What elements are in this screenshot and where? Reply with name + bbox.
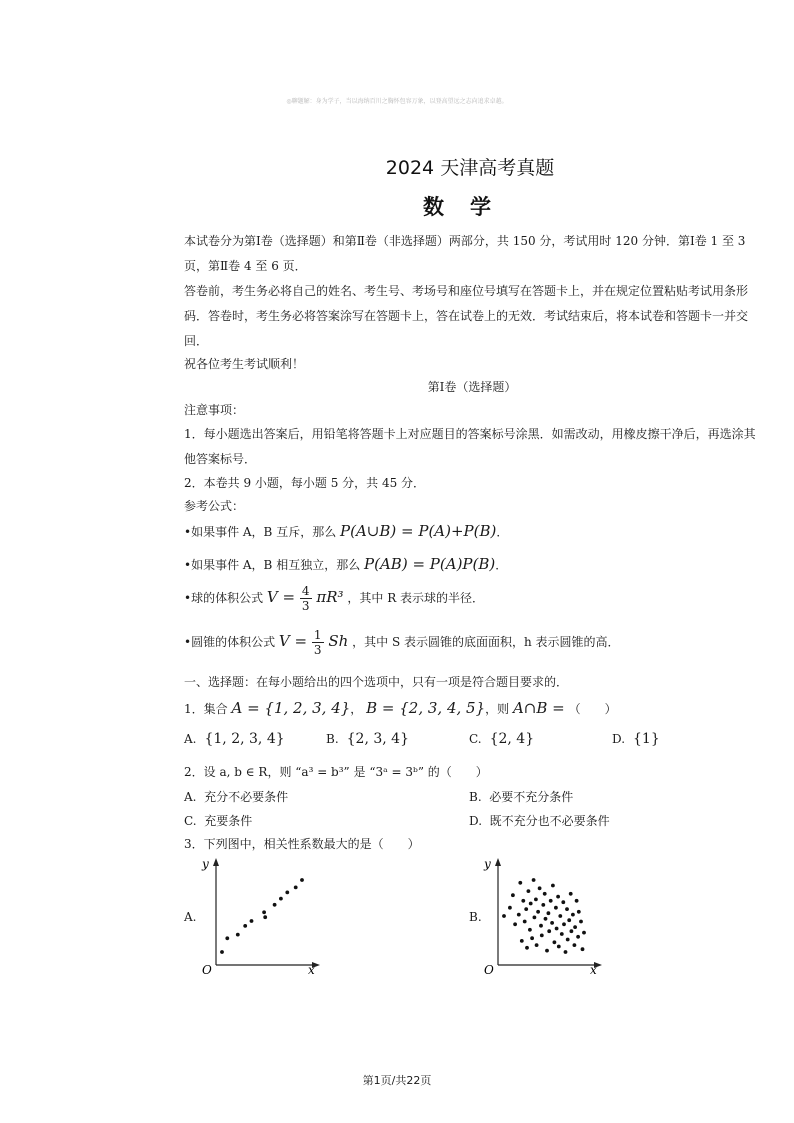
y-axis-label: y: [484, 857, 491, 871]
scatter-point: [220, 950, 224, 954]
formula-exclusive: •如果事件 A，B 互斥，那么 P(A∪B) = P(A)+P(B)．: [184, 522, 509, 540]
scatter-point: [513, 922, 517, 926]
watermark: ◎聊题解：身为学子，当以海纳百川之胸怀包容万象，以登高望远之志向追求卓越。: [286, 98, 508, 105]
scatter-point: [558, 914, 562, 918]
scatter-point: [243, 924, 247, 928]
scatter-point: [567, 918, 571, 922]
scatter-point: [545, 949, 549, 953]
scatter-point: [553, 940, 557, 944]
question-2-stem: 2．设 a, b ∈ R，则 “a³ = b³” 是 “3ᵃ = 3ᵇ” 的（ ）: [184, 765, 488, 779]
q3-option-b-label[interactable]: B.: [469, 910, 482, 924]
intro-paragraph-2: 答卷前，考生务必将自己的姓名、考生号、考场号和座位号填写在答题卡上，并在规定位置粘贴考试用条形码．答卷时，考生务必将答案涂写在答题卡上，答在试卷上的无效．考试结束后，将本试卷和答题卡一并交回．: [184, 284, 749, 348]
scatter-point: [527, 889, 531, 893]
formula-sphere: [184, 584, 484, 613]
scatter-point: [262, 910, 266, 914]
formula-cone-fraction: [312, 628, 324, 657]
q1-stem-c: （ ）: [568, 702, 617, 716]
scatter-point: [273, 903, 277, 907]
scatter-point: [571, 913, 575, 917]
scatter-point: [541, 903, 545, 907]
formula-independent-text: •如果事件 A，B 相互独立，那么: [184, 558, 361, 572]
formula-sphere-tail: ，其中 R 表示球的半径．: [347, 591, 485, 605]
scatter-point: [250, 919, 254, 923]
scatter-point: [279, 897, 283, 901]
scatter-point: [540, 934, 544, 938]
scatter-point: [547, 911, 551, 915]
subject-title: 数学: [423, 195, 517, 219]
scatter-point: [523, 920, 527, 924]
scatter-point: [502, 914, 506, 918]
y-axis-arrow-icon: [495, 858, 501, 866]
scatter-point: [569, 892, 573, 896]
formula-exclusive-text: •如果事件 A，B 互斥，那么: [184, 525, 337, 539]
scatter-point: [539, 924, 543, 928]
option-value: {1}: [633, 731, 660, 747]
scatter-point: [566, 938, 570, 942]
scatter-point: [555, 927, 559, 931]
y-axis-label: y: [202, 857, 209, 871]
scatter-point: [561, 900, 565, 904]
chart-b-points: [502, 878, 586, 954]
scatter-point: [525, 946, 529, 950]
scatter-point: [285, 891, 289, 895]
scatter-point: [534, 898, 538, 902]
chart-a-axes: [201, 857, 320, 977]
option-label: D.: [612, 732, 626, 746]
scatter-point: [579, 920, 583, 924]
reference-heading: 参考公式：: [184, 499, 245, 513]
scatter-point: [294, 886, 298, 890]
origin-label: O: [484, 963, 494, 977]
fraction-denominator: 3: [313, 643, 322, 657]
scatter-point: [518, 881, 522, 885]
scatter-point: [565, 907, 569, 911]
scatter-point: [573, 925, 577, 929]
q2-option-a[interactable]: [184, 788, 288, 805]
formula-cone-text: •圆锥的体积公式: [184, 635, 276, 649]
scatter-point: [562, 922, 566, 926]
formula-independent-math: P(AB) = P(A)P(B): [364, 555, 496, 573]
q3-option-a-label[interactable]: A.: [184, 910, 197, 924]
scatter-point: [543, 892, 547, 896]
question-3-stem: 3．下列图中，相关性系数最大的是（ ）: [184, 837, 420, 851]
option-label: C.: [184, 814, 197, 828]
scatter-point: [521, 899, 525, 903]
scatter-point: [556, 895, 560, 899]
scatter-point: [577, 910, 581, 914]
formula-cone: [184, 628, 620, 657]
x-axis-label: x: [308, 963, 315, 977]
scatter-point: [300, 878, 304, 882]
scatter-point: [508, 906, 512, 910]
scatter-point: [535, 943, 539, 947]
option-value: {1, 2, 3, 4}: [204, 731, 285, 747]
formula-cone-lhs: V =: [278, 632, 308, 650]
q1-stem-a: 1．集合: [184, 702, 228, 716]
fraction-numerator: 4: [301, 584, 310, 598]
scatter-point: [236, 933, 240, 937]
scatter-point: [532, 878, 536, 882]
scatter-point: [524, 907, 528, 911]
fraction-numerator: 1: [313, 628, 322, 642]
scatter-point: [570, 929, 574, 933]
scatter-point: [551, 884, 555, 888]
scatter-point: [560, 932, 564, 936]
scatter-point: [573, 943, 577, 947]
formula-sphere-text: •球的体积公式: [184, 591, 264, 605]
note-1: 1．每小题选出答案后，用铅笔将答题卡上对应题目的答案标号涂黑．如需改动，用橡皮擦干净后，再选涂其他答案标号．: [184, 427, 756, 466]
option-value: {2, 4}: [489, 731, 535, 747]
q1-option-a[interactable]: [184, 731, 285, 747]
q1-set-b: B = {2, 3, 4, 5}: [366, 699, 486, 717]
chart-b-axes: [483, 857, 602, 977]
exam-title: 2024 天津高考真题: [385, 157, 555, 179]
scatter-point: [550, 921, 554, 925]
question-1-stem: [184, 699, 617, 717]
formula-sphere-fraction: [300, 584, 312, 613]
q2-option-b[interactable]: [469, 788, 573, 805]
scatter-point: [547, 929, 551, 933]
intro-paragraph-3: 祝各位考生考试顺利！: [184, 357, 305, 371]
option-value: {2, 3, 4}: [346, 731, 409, 747]
scatter-point: [582, 931, 586, 935]
q1-set-a: A = {1, 2, 3, 4}: [231, 699, 351, 717]
formula-exclusive-math: P(A∪B) = P(A)+P(B): [340, 522, 497, 540]
formula-sphere-lhs: V =: [266, 588, 296, 606]
scatter-point: [517, 913, 521, 917]
option-label: B.: [326, 732, 339, 746]
option-text: 必要不充分条件: [489, 790, 574, 804]
scatter-point: [538, 886, 542, 890]
option-label: C.: [469, 732, 482, 746]
formula-independent: •如果事件 A，B 相互独立，那么 P(AB) = P(A)P(B)．: [184, 555, 508, 573]
option-label: D.: [469, 814, 483, 828]
scatter-point: [263, 915, 267, 919]
option-text: 充要条件: [204, 814, 253, 828]
q1-stem-b: ，则: [485, 702, 510, 716]
option-label: A.: [184, 732, 197, 746]
scatter-point: [549, 899, 553, 903]
formula-cone-tail: ，其中 S 表示圆锥的底面面积，h 表示圆锥的高．: [352, 635, 620, 649]
scatter-chart-b: [478, 852, 608, 977]
scatter-point: [576, 935, 580, 939]
x-axis-label: x: [590, 963, 597, 977]
option-text: 充分不必要条件: [204, 790, 289, 804]
scatter-chart-a: [196, 852, 326, 977]
part-one-heading: 一、选择题：在每小题给出的四个选项中，只有一项是符合题目要求的．: [184, 675, 569, 689]
formula-cone-rhs: Sh: [328, 632, 349, 650]
q1-expression: A∩B =: [512, 699, 565, 717]
option-text: 既不充分也不必要条件: [489, 814, 610, 828]
scatter-point: [536, 910, 540, 914]
q1-separator: ，: [350, 702, 363, 716]
q1-option-c[interactable]: [469, 731, 534, 747]
intro-paragraph-1: 本试卷分为第Ⅰ卷（选择题）和第Ⅱ卷（非选择题）两部分，共 150 分，考试用时 120 分钟．第Ⅰ卷 1 至 3 页，第Ⅱ卷 4 至 6 页．: [184, 234, 746, 273]
scatter-point: [225, 936, 229, 940]
option-label: B.: [469, 790, 482, 804]
scatter-point: [575, 899, 579, 903]
scatter-point: [520, 939, 524, 943]
scatter-point: [530, 936, 534, 940]
y-axis-arrow-icon: [213, 858, 219, 866]
chart-a-points: [220, 878, 304, 954]
q1-option-b[interactable]: [326, 731, 409, 747]
scatter-point: [533, 916, 537, 920]
note-2: 2．本卷共 9 小题，每小题 5 分，共 45 分．: [184, 476, 426, 490]
q2-option-d[interactable]: [469, 812, 610, 829]
scatter-point: [529, 902, 533, 906]
formula-sphere-rhs: πR³: [316, 588, 344, 606]
scatter-point: [544, 917, 548, 921]
fraction-denominator: 3: [301, 599, 310, 613]
scatter-point: [557, 945, 561, 949]
scatter-point: [554, 906, 558, 910]
origin-label: O: [202, 963, 212, 977]
page-footer: 第1页/共22页: [362, 1074, 432, 1087]
q2-option-c[interactable]: [184, 812, 252, 829]
option-label: A.: [184, 790, 197, 804]
scatter-point: [581, 947, 585, 951]
scatter-point: [528, 928, 532, 932]
scatter-point: [564, 950, 568, 954]
section-title: 第Ⅰ卷（选择题）: [427, 380, 517, 394]
scatter-point: [511, 893, 515, 897]
q1-option-d[interactable]: [612, 731, 660, 747]
notes-heading: 注意事项：: [184, 403, 245, 417]
